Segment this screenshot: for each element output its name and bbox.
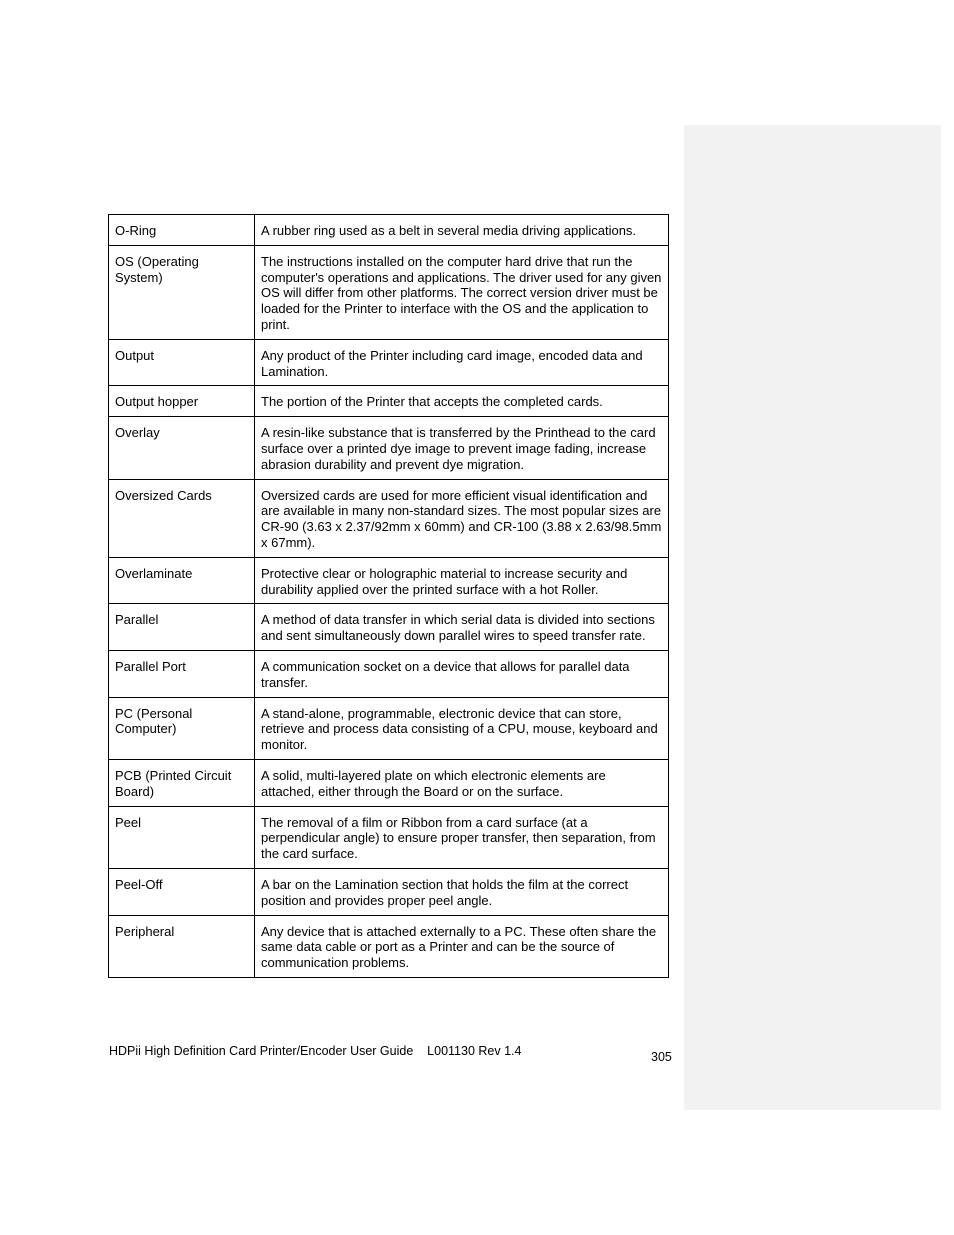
page-number: 305 — [651, 1050, 672, 1064]
glossary-term: Peel-Off — [109, 868, 255, 915]
comment-margin-pane — [684, 125, 941, 1110]
table-row — [109, 417, 669, 479]
glossary-definition: A stand-alone, programmable, electronic device that can store, retrieve and process data consisting of a CPU, mouse, keyboard and monitor. — [255, 697, 669, 759]
table-row — [109, 604, 669, 651]
table-row — [109, 215, 669, 246]
glossary-term: OS (Operating System) — [109, 245, 255, 339]
glossary-definition: Any product of the Printer including card image, encoded data and Lamination. — [255, 339, 669, 386]
table-row — [109, 915, 669, 977]
glossary-term: Parallel — [109, 604, 255, 651]
table-row — [109, 339, 669, 386]
footer-text: HDPii High Definition Card Printer/Encoder User Guide L001130 Rev 1.4 — [109, 1044, 522, 1058]
glossary-definition: Any device that is attached externally to a PC. These often share the same data cable or port as a Printer and can be the source of communication problems. — [255, 915, 669, 977]
glossary-definition: Oversized cards are used for more efficient visual identification and are available in many non-standard sizes. The most popular sizes are CR-90 (3.63 x 2.37/92mm x 60mm) and CR-100 (3.88 x 2.63/98.5mm x 67mm). — [255, 479, 669, 557]
glossary-definition: A communication socket on a device that allows for parallel data transfer. — [255, 650, 669, 697]
table-row — [109, 650, 669, 697]
glossary-definition: A rubber ring used as a belt in several media driving applications. — [255, 215, 669, 246]
glossary-definition: A method of data transfer in which serial data is divided into sections and sent simultaneously down parallel wires to speed transfer rate. — [255, 604, 669, 651]
glossary-term: Output — [109, 339, 255, 386]
glossary-term: Oversized Cards — [109, 479, 255, 557]
glossary-term: Output hopper — [109, 386, 255, 417]
glossary-term: O-Ring — [109, 215, 255, 246]
glossary-definition: A resin-like substance that is transferred by the Printhead to the card surface over a printed dye image to prevent image fading, increase abrasion durability and prevent dye migration. — [255, 417, 669, 479]
glossary-term: PCB (Printed Circuit Board) — [109, 759, 255, 806]
glossary-term: Peel — [109, 806, 255, 868]
glossary-table — [108, 214, 669, 978]
glossary-term: Peripheral — [109, 915, 255, 977]
table-row — [109, 868, 669, 915]
glossary-definition: The instructions installed on the computer hard drive that run the computer's operations and applications. The driver used for any given OS will differ from other platforms. The correct version driver must be loaded for the Printer to interface with the OS and the application to print. — [255, 245, 669, 339]
glossary-term: Overlay — [109, 417, 255, 479]
table-row — [109, 479, 669, 557]
glossary-definition: Protective clear or holographic material to increase security and durability applied over the printed surface with a hot Roller. — [255, 557, 669, 604]
glossary-definition: A bar on the Lamination section that holds the film at the correct position and provides proper peel angle. — [255, 868, 669, 915]
glossary-term: Parallel Port — [109, 650, 255, 697]
table-row — [109, 806, 669, 868]
table-row — [109, 386, 669, 417]
table-row — [109, 759, 669, 806]
table-row — [109, 245, 669, 339]
glossary-term: PC (Personal Computer) — [109, 697, 255, 759]
glossary-definition: The removal of a film or Ribbon from a card surface (at a perpendicular angle) to ensure proper transfer, then separation, from the card surface. — [255, 806, 669, 868]
table-row — [109, 557, 669, 604]
glossary-definition: A solid, multi-layered plate on which electronic elements are attached, either through the Board or on the surface. — [255, 759, 669, 806]
table-row — [109, 697, 669, 759]
glossary-definition: The portion of the Printer that accepts the completed cards. — [255, 386, 669, 417]
glossary-term: Overlaminate — [109, 557, 255, 604]
